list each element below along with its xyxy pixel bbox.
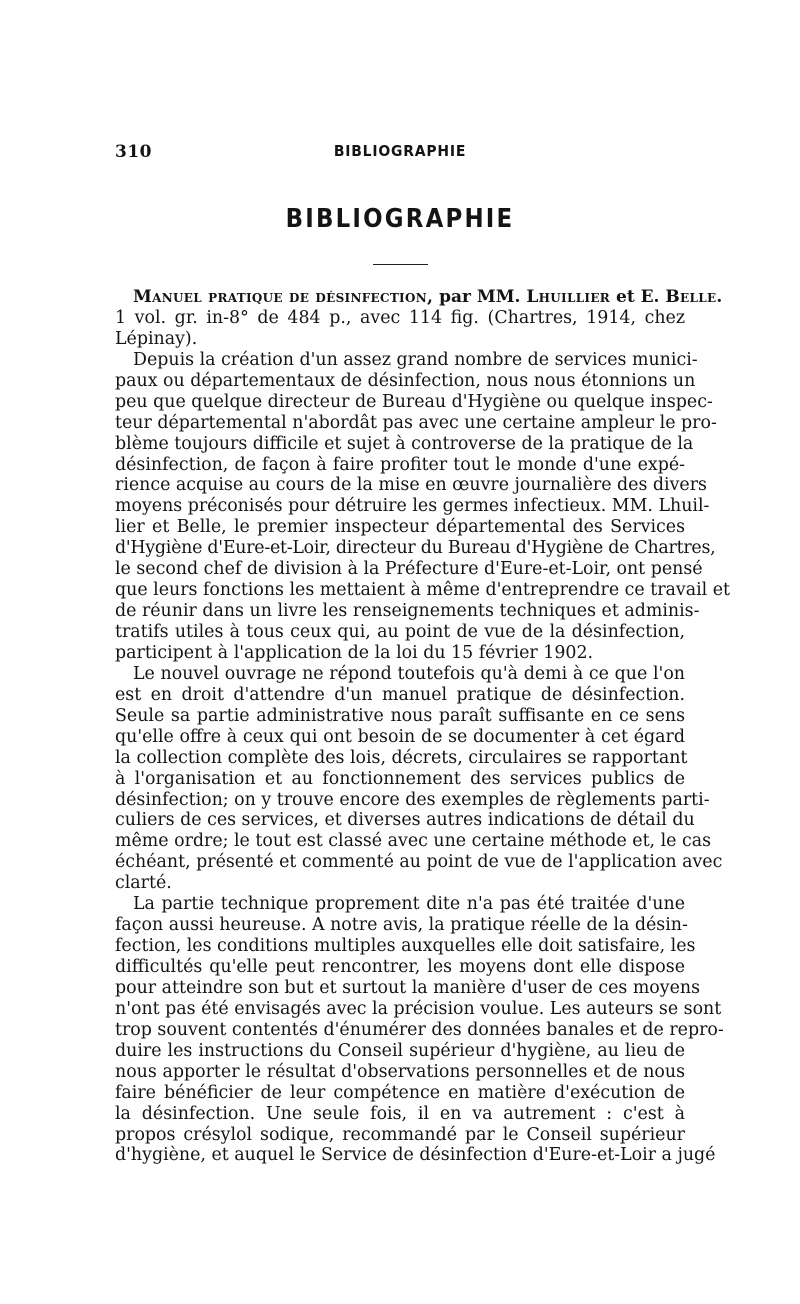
author-lhuillier: Lhuillier [526,287,611,307]
citation-by: par MM. [433,287,527,307]
paragraph-1-line: d'Hygiène d'Eure-et-Loir, directeur du Bureau d'Hygiène de Chartres, [115,538,716,559]
running-head [115,142,685,166]
paragraph-1-line: tratifs utiles à tous ceux qui, au point de vue de la désinfection, [115,622,685,642]
paragraph-1-line: que leurs fonctions les mettaient à même d'entreprendre ce travail et [115,580,731,601]
paragraph-2-line: même ordre; le tout est classé avec une certaine méthode et, le cas [115,831,712,852]
paragraph-1-line: lier et Belle, le premier inspecteur départemental des Services [115,517,685,538]
running-title: BIBLIOGRAPHIE [333,142,467,160]
paragraph-2-line: Seule sa partie administrative nous paraît suffisante en ce sens [115,705,685,726]
paragraph-1-line: le second chef de division à la Préfecture d'Eure-et-Loir, ont pensé [115,559,703,580]
paragraph-2-line: à l'organisation et au fonctionnement des services publics de [115,768,685,789]
paragraph-2-line: désinfection; on y trouve encore des exemples de règlements parti- [115,789,710,810]
paragraph-1-line: teur départemental n'abordât pas avec une certaine ampleur le pro- [115,412,717,433]
paragraph-2-line: Le nouvel ouvrage ne répond toutefois qu'à demi à ce que l'on [133,663,685,684]
citation-line [115,287,723,308]
paragraph-3-line: nous apporter le résultat d'observations personnelles et de nous [115,1061,685,1082]
citation-and: et E. [610,287,666,307]
paragraph-3-line: la désinfection. Une seule fois, il en va autrement : c'est à [115,1103,685,1124]
paragraph-2-line: culiers de ces services, et diverses autres indications de détail du [115,810,695,831]
paragraph-3-line: pour atteindre son but et surtout la manière d'user de ces moyens [115,977,701,998]
page-number: 310 [115,142,152,162]
paragraph-3-line: d'hygiène, et auquel le Service de désinfection d'Eure-et-Loir a jugé [115,1145,716,1166]
paragraph-1-line: peu que quelque directeur de Bureau d'Hygiène ou quelque inspec- [115,391,713,412]
paragraph-2-line: la collection complète des lois, décrets, circulaires se rapportant [115,747,688,768]
paragraph-1-line: désinfection, de façon à faire profiter tout le monde d'une expé- [115,454,685,475]
citation-line-3: Lépinay). [115,328,198,349]
paragraph-3-line: trop souvent contentés d'énumérer des données banales et de repro- [115,1019,724,1040]
citation-line-2: 1 vol. gr. in-8° de 484 p., avec 114 fig. (Chartres, 1914, chez [115,307,685,328]
paragraph-3-line: La partie technique proprement dite n'a pas été traitée d'une [133,894,685,915]
paragraph-1-line: participent à l'application de la loi du 15 février 1902. [115,642,594,663]
paragraph-1-line: rience acquise au cours de la mise en œuvre journalière des divers [115,475,707,496]
paragraph-1-line: blème toujours difficile et sujet à controverse de la pratique de la [115,433,694,454]
paragraph-2-line: est en droit d'attendre d'un manuel pratique de désinfection. [115,684,685,705]
author-belle: Belle. [665,287,723,307]
paragraph-2-line: clarté. [115,873,172,894]
paragraph-3-line: propos crésylol sodique, recommandé par le Conseil supérieur [115,1124,685,1145]
paragraph-3-line: duire les instructions du Conseil supérieur d'hygiène, au lieu de [115,1040,685,1061]
paragraph-1-line: de réunir dans un livre les renseignements techniques et adminis- [115,601,700,622]
paragraph-1-line: paux ou départementaux de désinfection, nous nous étonnions un [115,370,696,391]
paragraph-2-line: échéant, présenté et commenté au point de vue de l'application avec [115,852,723,873]
paragraph-3-line: faire bénéficier de leur compétence en matière d'exécution de [115,1082,685,1103]
paragraph-1-line: Depuis la création d'un assez grand nombre de services munici- [133,349,698,370]
work-title: Manuel pratique de désinfection, [133,287,434,307]
paragraph-1-line: moyens préconisés pour détruire les germes infectieux. MM. Lhuil- [115,496,710,517]
review-paragraphs [115,349,731,1167]
paragraph-3-line: difficultés qu'elle peut rencontrer, les moyens dont elle dispose [115,957,685,977]
review-body [115,287,731,1166]
section-title: BIBLIOGRAPHIE [285,204,515,234]
paragraph-3-line: fection, les conditions multiples auxquelles elle doit satisfaire, les [115,936,696,957]
paragraph-3-line: n'ont pas été envisagés avec la précision voulue. Les auteurs se sont [115,998,722,1019]
paragraph-2-line: qu'elle offre à ceux qui ont besoin de se documenter à cet égard [115,726,685,747]
title-rule [373,264,428,265]
paragraph-3-line: façon aussi heureuse. A notre avis, la pratique réelle de la désin- [115,915,688,936]
